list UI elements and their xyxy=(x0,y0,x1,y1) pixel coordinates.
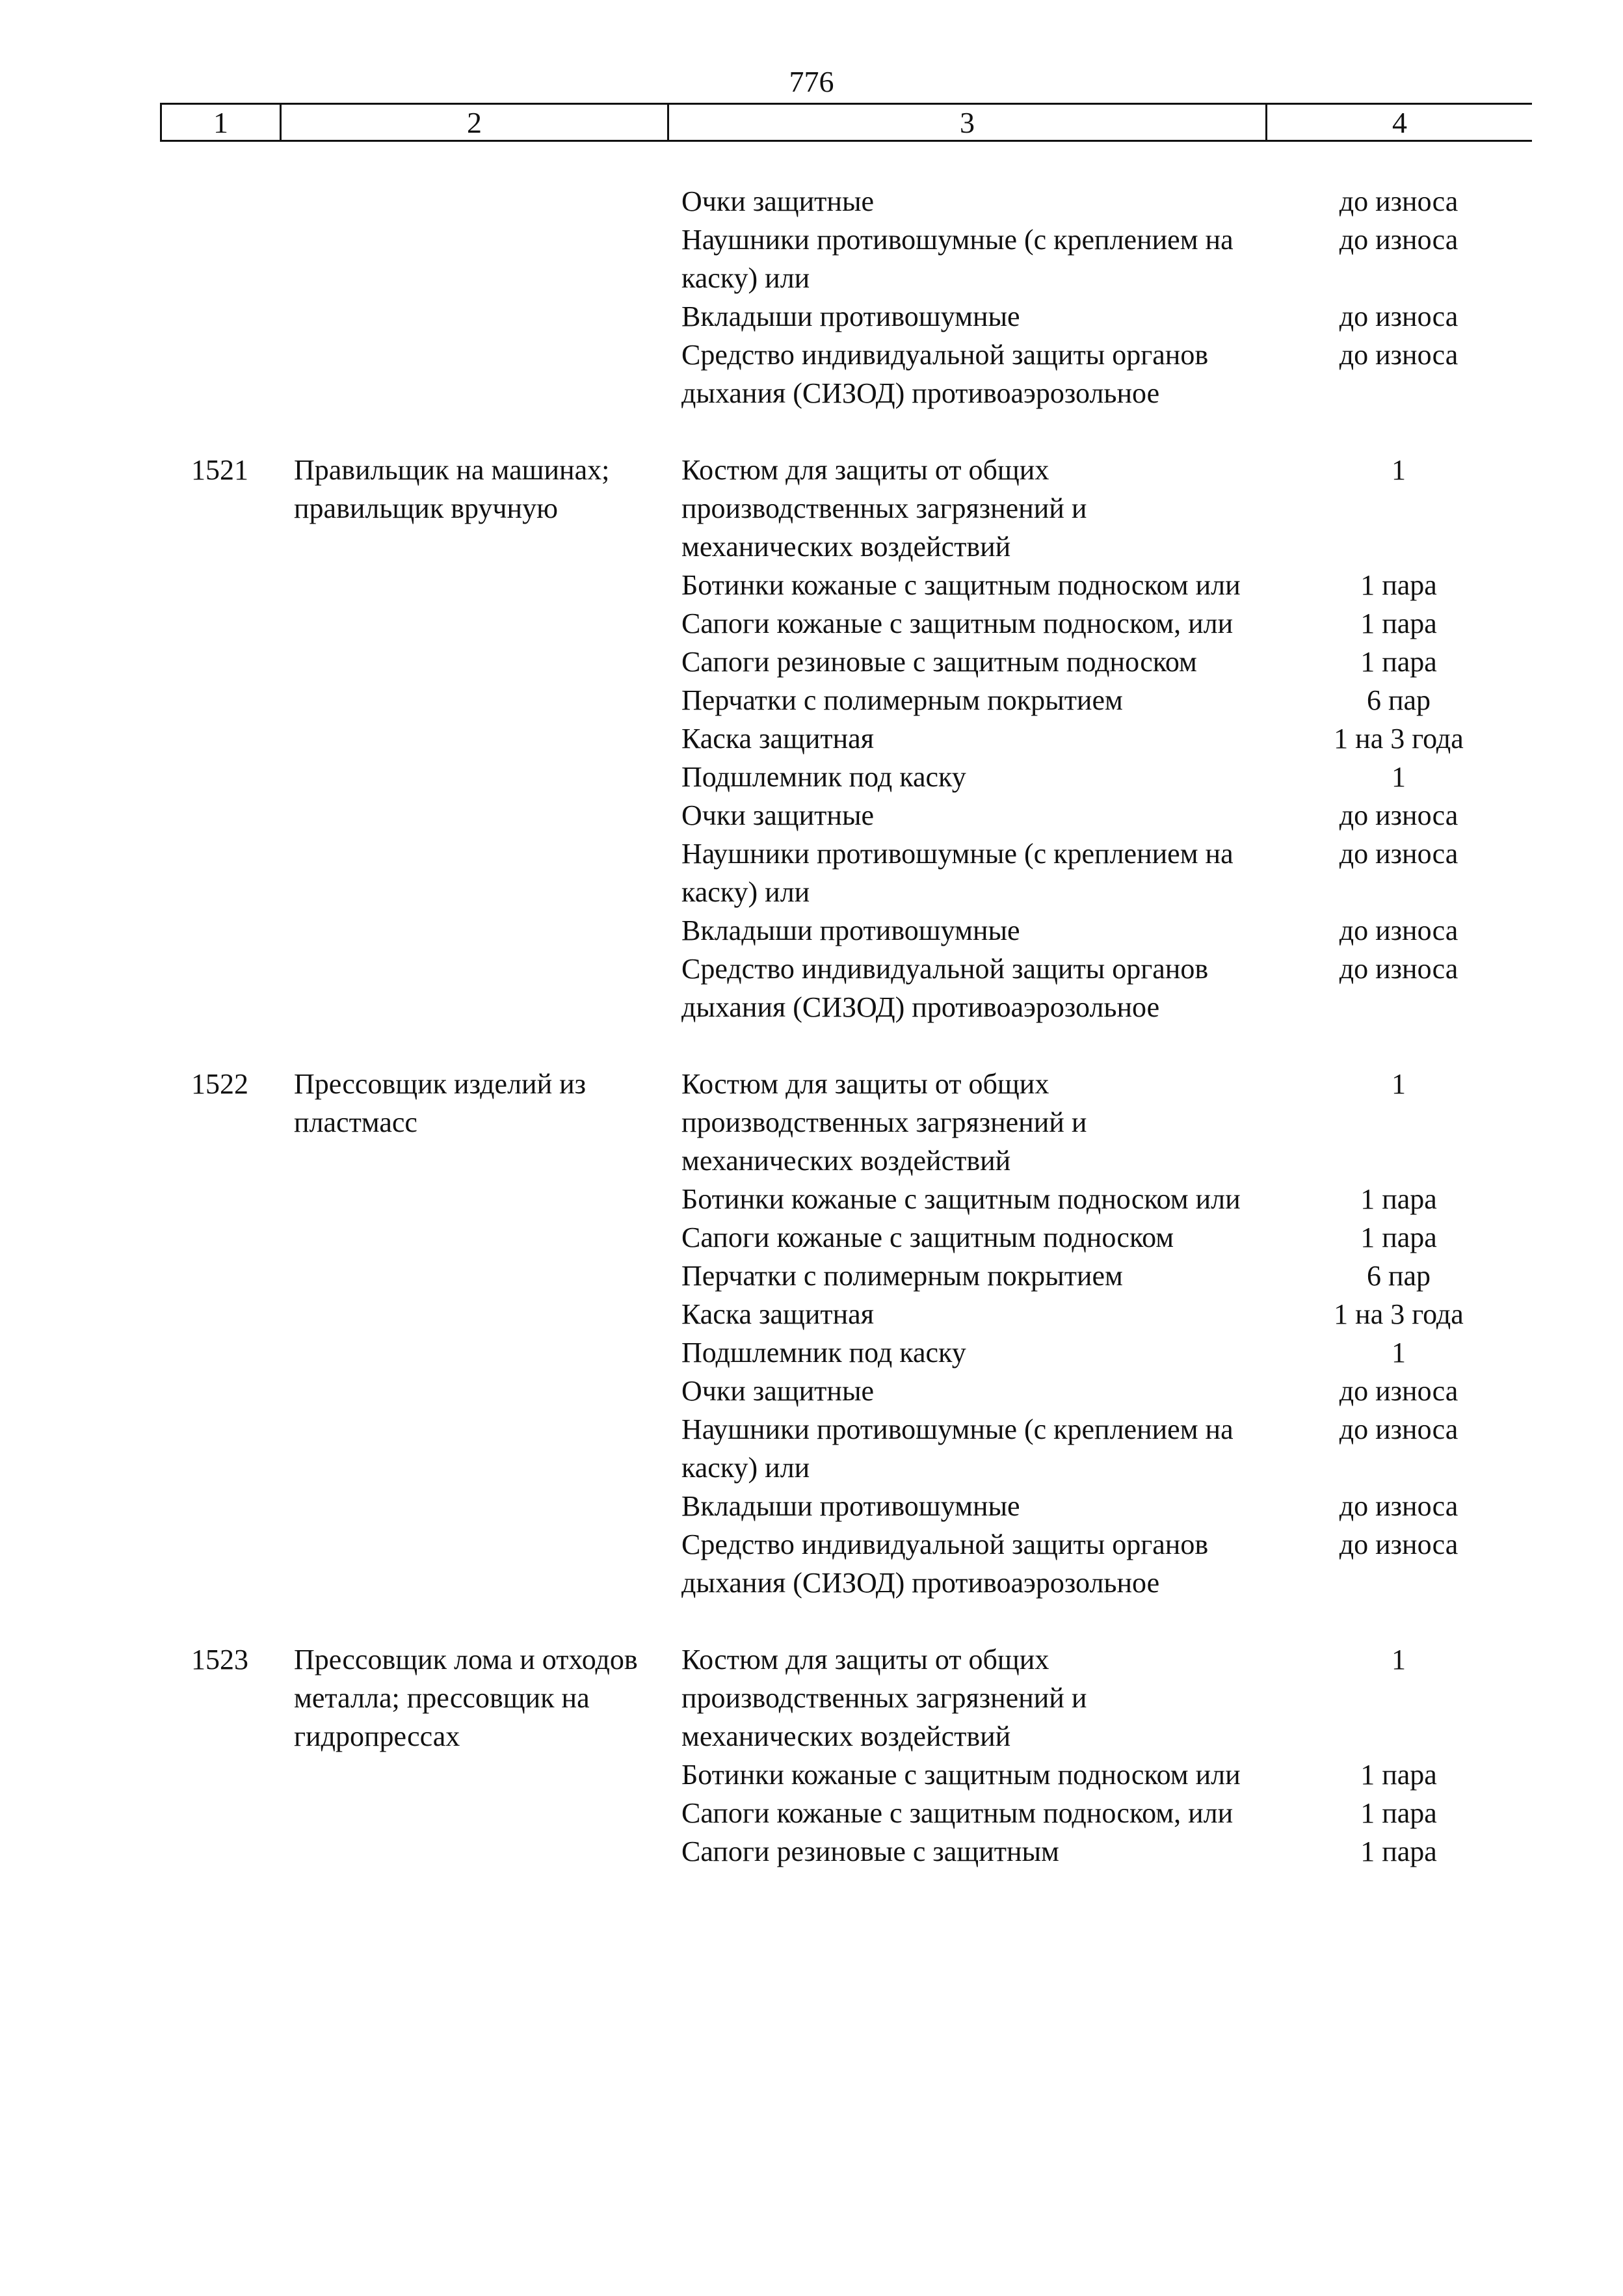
ppe-item xyxy=(667,604,1532,643)
ppe-item-norm: 6 пар xyxy=(1366,684,1431,716)
ppe-item-name: Очки защитные xyxy=(681,799,875,831)
ppe-item-norm: до износа xyxy=(1339,1375,1458,1407)
ppe-item-norm: 1 пара xyxy=(1360,1759,1437,1791)
ppe-item-name: Подшлемник под каску xyxy=(681,1337,966,1368)
ppe-list xyxy=(667,1065,1532,1602)
ppe-item-norm: 1 пара xyxy=(1360,646,1437,678)
ppe-item-norm: 1 пара xyxy=(1360,1797,1437,1829)
ppe-item-name: Сапоги резиновые с защитным подноском xyxy=(681,646,1197,678)
column-header-4: 4 xyxy=(1265,105,1532,140)
table-group xyxy=(160,182,1532,412)
ppe-item-name: Ботинки кожаные с защитным подноском или xyxy=(681,569,1241,601)
ppe-item-name: Средство индивидуальной защиты органов дыхания (СИЗОД) противоаэрозольное xyxy=(681,953,1209,1023)
table-body xyxy=(160,182,1532,1909)
ppe-item-name: Очки защитные xyxy=(681,185,875,217)
item-number: 1521 xyxy=(191,454,248,486)
table-group xyxy=(160,451,1532,1026)
item-number: 1523 xyxy=(191,1644,248,1675)
ppe-item xyxy=(667,1487,1532,1525)
ppe-item-name: Костюм для защиты от общих производственных загрязнений и механических воздействий xyxy=(681,1644,1087,1752)
ppe-item-norm: до износа xyxy=(1339,838,1458,870)
ppe-item xyxy=(667,1794,1532,1832)
ppe-item-name: Перчатки с полимерным покрытием xyxy=(681,684,1123,716)
ppe-item xyxy=(667,911,1532,950)
ppe-item-norm: до износа xyxy=(1339,185,1458,217)
column-header-1: 1 xyxy=(160,105,280,140)
ppe-item xyxy=(667,182,1532,220)
ppe-item xyxy=(667,1372,1532,1410)
ppe-item xyxy=(667,719,1532,758)
ppe-item-name: Наушники противошумные (с креплением на каску) или xyxy=(681,224,1234,294)
profession-name: Правильщик на машинах; правильщик вручную xyxy=(294,454,610,524)
ppe-item-norm: 1 на 3 года xyxy=(1334,723,1464,754)
ppe-item-norm: 1 пара xyxy=(1360,607,1437,639)
ppe-item xyxy=(667,1257,1532,1295)
ppe-item-name: Вкладыши противошумные xyxy=(681,300,1020,332)
ppe-list xyxy=(667,182,1532,412)
ppe-item-name: Средство индивидуальной защиты органов дыхания (СИЗОД) противоаэрозольное xyxy=(681,339,1209,409)
ppe-item-norm: до износа xyxy=(1339,914,1458,946)
ppe-item-name: Вкладыши противошумные xyxy=(681,914,1020,946)
column-header-2: 2 xyxy=(280,105,667,140)
ppe-item xyxy=(667,451,1532,566)
ppe-item-norm: до износа xyxy=(1339,799,1458,831)
ppe-item-norm: 6 пар xyxy=(1366,1260,1431,1292)
page-number: 776 xyxy=(789,65,834,98)
ppe-item-name: Очки защитные xyxy=(681,1375,875,1407)
ppe-item-norm: до износа xyxy=(1339,1528,1458,1560)
ppe-item-norm: 1 пара xyxy=(1360,1183,1437,1215)
ppe-item-norm: до износа xyxy=(1339,224,1458,256)
ppe-item xyxy=(667,796,1532,834)
ppe-item xyxy=(667,950,1532,1026)
ppe-item-name: Ботинки кожаные с защитным подноском или xyxy=(681,1759,1241,1791)
ppe-item-name: Каска защитная xyxy=(681,723,874,754)
ppe-list xyxy=(667,1640,1532,1871)
ppe-item xyxy=(667,1832,1532,1871)
profession-name: Прессовщик изделий из пластмасс xyxy=(294,1068,587,1138)
ppe-item-norm: 1 xyxy=(1392,761,1406,793)
item-number: 1522 xyxy=(191,1068,248,1100)
profession-name: Прессовщик лома и отходов металла; прессовщик на гидропрессах xyxy=(294,1644,638,1752)
ppe-item-norm: до износа xyxy=(1339,300,1458,332)
table-group xyxy=(160,1640,1532,1871)
item-number xyxy=(160,182,280,412)
ppe-item-name: Сапоги кожаные с защитным подноском, или xyxy=(681,607,1234,639)
ppe-item-name: Костюм для защиты от общих производственных загрязнений и механических воздействий xyxy=(681,454,1087,563)
ppe-item xyxy=(667,1295,1532,1333)
ppe-item-norm: 1 xyxy=(1392,454,1406,486)
ppe-item xyxy=(667,1410,1532,1487)
column-header-3: 3 xyxy=(667,105,1265,140)
ppe-item-name: Перчатки с полимерным покрытием xyxy=(681,1260,1123,1292)
ppe-item-norm: до износа xyxy=(1339,953,1458,985)
ppe-item-name: Костюм для защиты от общих производственных загрязнений и механических воздействий xyxy=(681,1068,1087,1177)
ppe-item-name: Вкладыши противошумные xyxy=(681,1490,1020,1522)
ppe-item xyxy=(667,681,1532,719)
ppe-item-name: Каска защитная xyxy=(681,1298,874,1330)
ppe-item xyxy=(667,297,1532,336)
ppe-item-norm: 1 пара xyxy=(1360,1835,1437,1867)
ppe-item-norm: до износа xyxy=(1339,1413,1458,1445)
ppe-item-norm: до износа xyxy=(1339,1490,1458,1522)
ppe-item-norm: 1 пара xyxy=(1360,1221,1437,1253)
ppe-item xyxy=(667,1180,1532,1218)
ppe-item xyxy=(667,566,1532,604)
ppe-item xyxy=(667,1755,1532,1794)
ppe-item-norm: до износа xyxy=(1339,339,1458,371)
ppe-item-norm: 1 xyxy=(1392,1644,1406,1675)
ppe-list xyxy=(667,451,1532,1026)
ppe-item-name: Ботинки кожаные с защитным подноском или xyxy=(681,1183,1241,1215)
ppe-item-name: Подшлемник под каску xyxy=(681,761,966,793)
ppe-item xyxy=(667,220,1532,297)
ppe-item-name: Сапоги кожаные с защитным подноском xyxy=(681,1221,1174,1253)
ppe-item-name: Наушники противошумные (с креплением на каску) или xyxy=(681,838,1234,908)
column-header-row xyxy=(160,103,1532,142)
ppe-item xyxy=(667,1525,1532,1602)
ppe-item-name: Наушники противошумные (с креплением на каску) или xyxy=(681,1413,1234,1484)
ppe-item-name: Сапоги резиновые с защитным xyxy=(681,1835,1059,1867)
ppe-item-name: Сапоги кожаные с защитным подноском, или xyxy=(681,1797,1234,1829)
ppe-item-norm: 1 пара xyxy=(1360,569,1437,601)
table-group xyxy=(160,1065,1532,1602)
ppe-item-name: Средство индивидуальной защиты органов дыхания (СИЗОД) противоаэрозольное xyxy=(681,1528,1209,1599)
ppe-item xyxy=(667,643,1532,681)
ppe-item-norm: 1 xyxy=(1392,1068,1406,1100)
ppe-item-norm: 1 на 3 года xyxy=(1334,1298,1464,1330)
ppe-item xyxy=(667,1065,1532,1180)
ppe-item xyxy=(667,758,1532,796)
profession-name xyxy=(280,182,667,412)
ppe-item xyxy=(667,1640,1532,1755)
ppe-item-norm: 1 xyxy=(1392,1337,1406,1368)
ppe-item xyxy=(667,1218,1532,1257)
ppe-item xyxy=(667,834,1532,911)
ppe-item xyxy=(667,336,1532,412)
ppe-item xyxy=(667,1333,1532,1372)
